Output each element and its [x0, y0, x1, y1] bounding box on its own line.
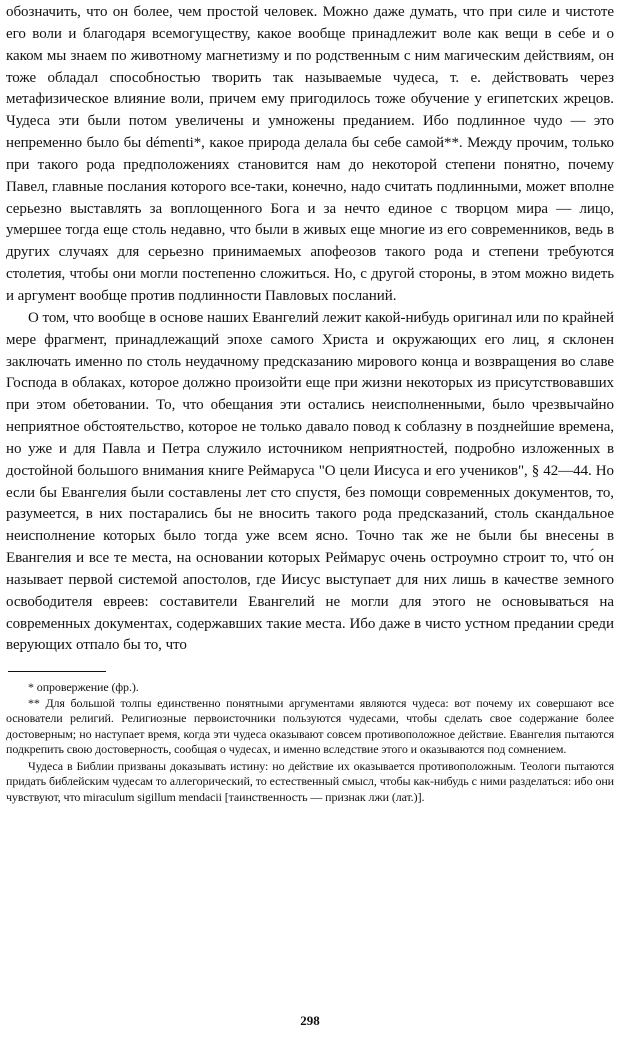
- footnotes: [6, 680, 614, 805]
- footnote: * опровержение (фр.).: [28, 680, 139, 695]
- page-number: 298: [300, 1013, 320, 1028]
- paragraph: обозначить, что он более, чем простой человек. Можно даже думать, что при силе и чистоте его воли и благодаря всемогуществу, какое вообще принадлежит воле как вещи в себе и о каком мы знаем по животному магнетизму и по родственным с ним магическим действиям, он тоже обладал способностью творить так называемые чудеса, т. е. действовать через метафизическое влияние воли, причем ему пригодилось тоже обучение у египетских жрецов. Чудеса эти были потом увеличены и умножены преданием. Ибо подлинное чудо — это непременно было бы démenti*, какое природа делала бы себе самой**. Между прочим, только при такого рода предположениях становится нам до некоторой степени понятно, почему Павел, главные послания которого все-таки, конечно, надо считать подлинными, может вполне серьезно выставлять за воплощенного Бога и за нечто единое с творцом мира — лицо, умершее тогда еще столь недавно, что были в живых еще многие из его современников, ведь в других случаях для серьезно принимаемых апофеозов такого рода и степени требуются столетия, чтобы они могли постепенно сложиться. Но, с другой стороны, в этом можно видеть и аргумент вообще против подлинности Павловых посланий.: [6, 4, 614, 304]
- main-text: [6, 2, 614, 657]
- footnote-separator: [8, 671, 106, 672]
- footnote: ** Для большой толпы единственно понятными аргументами являются чудеса: вот почему их совершают все основатели религий. Религиозные первоисточники пользуются чудесами, чтобы сделать свое содержание более достоверным; но наступает время, когда эти чудеса оказывают совсем противоположное действие. Евангелия пытаются подкрепить свою достоверность, сообщая о чудесах, и именно вследствие этого и оказываются под сомнением.: [6, 695, 614, 757]
- paragraph: О том, что вообще в основе наших Евангелий лежит какой-нибудь оригинал или по крайней мере фрагмент, принадлежащий эпохе самого Христа и окружающих его лиц, я склонен заключать именно по столь неудачному предсказанию мирового конца и возвращения во славе Господа в облаках, которое должно произойти еще при жизни некоторых из присутствовавших при этом обетовании. То, что обещания эти остались неисполненными, было чрезвычайно неприятное обстоятельство, которое не только давало повод к соблазну в позднейшие времена, но уже и для Павла и Петра служило источником неприятностей, подробно изложенных в достойной большого внимания книге Реймаруса "О цели Иисуса и его учеников", § 42—44. Но если бы Евангелия были составлены лет сто спустя, без помощи современных документов, то, разумеется, в них постарались бы не вносить такого рода предсказаний, столь скандальное неисполнение которых было тогда уже всем ясно. Точно так же не были бы внесены в Евангелия и все те места, на основании которых Реймарус очень остроумно строит то, что́ он называет первой системой апостолов, где Иисус выступает для них лишь в качестве земного освободителя евреев: составители Евангелий не могли для этого не основываться на современных документах, содержавших такие места. Ибо даже в чисто устном предании среди верующих отпало бы то, что: [6, 309, 614, 654]
- footnote: Чудеса в Библии призваны доказывать истину: но действие их оказывается противоположным. Теологи пытаются придать библейским чудесам то аллегорический, то естественный смысл, чтобы как-нибудь с ними разделаться: ибо они чувствуют, что miraculum sigillum mendacii [таинственность — признак лжи (лат.)].: [6, 758, 614, 804]
